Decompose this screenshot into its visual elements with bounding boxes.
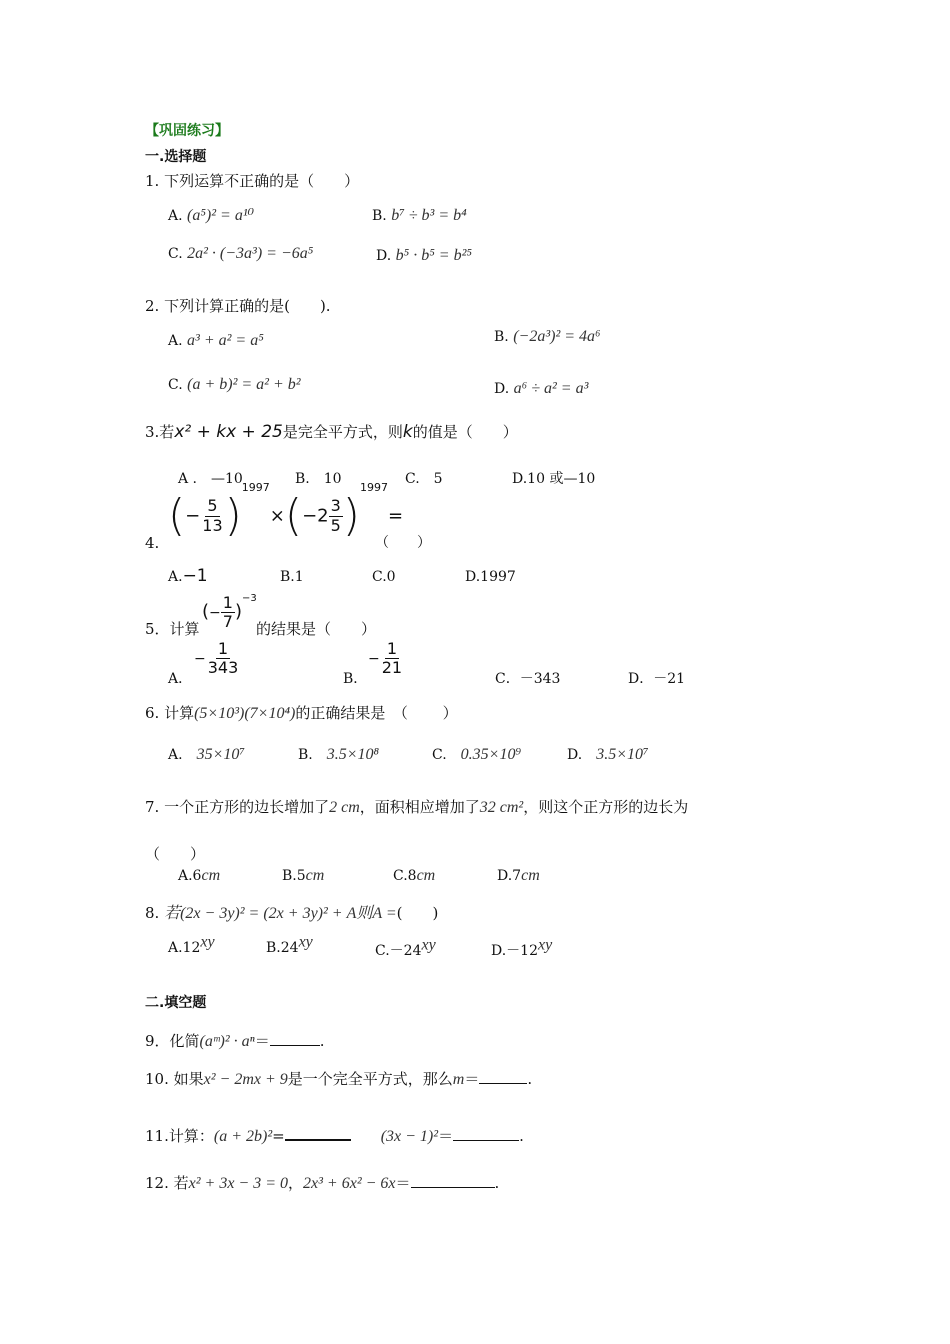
q1-option-c: C. 2a² · (−3a³) = −6a⁵ (168, 245, 314, 262)
question-9: 9．化简(aᵐ)² · aⁿ＝ . (145, 1032, 325, 1050)
question-8: 8. 若(2x − 3y)² = (2x + 3y)² + A则A =( ) (145, 904, 439, 922)
q9-blank[interactable] (270, 1045, 320, 1046)
q3-math: x² + kx + 25 (174, 422, 283, 442)
question-12: 12. 若x² + 3x − 3 = 0，2x³ + 6x² − 6x＝ . (145, 1174, 500, 1192)
q7-option-c: C.8cm (393, 867, 436, 884)
q7-option-b: B.5cm (282, 867, 325, 884)
q5-option-c: C．－343 (495, 671, 561, 687)
question-11: 11.计算：(a + 2b)²= (3x − 1)²＝ . (145, 1127, 524, 1145)
q6-option-c: C. 0.35×10⁹ (432, 746, 522, 763)
section-fill: 二.填空题 (145, 995, 207, 1011)
q8-option-a: $A.12^{xy}$ (168, 933, 215, 956)
page-title: 【巩固练习】 (145, 123, 229, 139)
q12-blank[interactable] (411, 1187, 495, 1188)
q3-option-b: B. 10 (295, 471, 342, 487)
q1-option-d-math: b⁵ · b⁵ = b²⁵ (395, 247, 472, 264)
question-10: 10. 如果x² − 2mx + 9是一个完全平方式，那么m＝ . (145, 1070, 533, 1088)
q1-number: 1. (145, 172, 160, 190)
q3-option-c: C. 5 (405, 471, 443, 487)
question-1 (145, 170, 359, 191)
q11-blank-2[interactable] (453, 1140, 519, 1141)
q5-option-b-label: B． (343, 671, 368, 687)
q4-expression: (− $\frac{5}{13}$ )$^{1997}$×(−2 $\frac{3}{5}$ )$^{1997}$= (168, 481, 404, 541)
q4-option-c: C.0 (372, 569, 396, 585)
q3-option-a: A . —10 (178, 471, 243, 487)
q3-var: k (402, 422, 413, 442)
q4-option-d: D.1997 (465, 569, 516, 585)
q8-option-c: $C.-24^{xy}$ (375, 936, 436, 959)
q4-option-a: A.−1 (168, 566, 208, 586)
q1-option-c-math: 2a² · (−3a³) = −6a⁵ (187, 245, 314, 262)
q1-option-b-math: b⁷ ÷ b³ = b⁴ (391, 207, 467, 224)
q1-option-d: D. b⁵ · b⁵ = b²⁵ (376, 247, 472, 264)
q6-option-d: D. 3.5×10⁷ (567, 746, 649, 763)
question-7: 7. 一个正方形的边长增加了2 cm，面积相应增加了32 cm²，则这个正方形的边长为 (145, 798, 689, 816)
question-5: 5．计算 (145, 620, 200, 638)
q7-option-d: D.7cm (497, 867, 540, 884)
q5-option-b: − $\frac{1}{21}$ (368, 639, 403, 678)
q1-text: 下列运算不正确的是（ ） (164, 172, 360, 190)
q2-option-d: D. a⁶ ÷ a² = a³ (494, 380, 589, 397)
q4-option-b: B.1 (280, 569, 304, 585)
q3-option-d: D.10 或—10 (512, 471, 596, 487)
q2-option-c: C. (a + b)² = a² + b² (168, 376, 301, 393)
q6-option-a: A. 35×10⁷ (168, 746, 245, 763)
q7-option-a: A.6cm (178, 867, 221, 884)
q1-option-a-math: (a⁵)² = a¹⁰ (187, 207, 255, 224)
q2-option-a: A. a³ + a² = a⁵ (168, 332, 264, 349)
q4-number: 4. (145, 534, 160, 552)
section-choice: 一.选择题 (145, 149, 207, 165)
question-2: 2. 下列计算正确的是( ). (145, 297, 331, 315)
q6-option-b: B. 3.5×10⁸ (298, 746, 380, 763)
q11-blank-1[interactable] (285, 1139, 351, 1141)
q5-suffix: 的结果是（ ） (256, 620, 377, 638)
q5-option-a-label: A． (168, 671, 193, 687)
q8-option-d: $D.-12^{xy}$ (491, 936, 553, 959)
q10-blank[interactable] (479, 1083, 527, 1084)
question-6: 6. 计算(5×10³)(7×10⁴)的正确结果是 （ ） (145, 704, 458, 722)
q5-option-d: D．－21 (628, 671, 686, 687)
q2-option-b: B. (−2a³)² = 4a⁶ (494, 328, 601, 345)
question-3: 3.若x² + kx + 25是完全平方式，则k的值是（ ） (145, 422, 518, 442)
q8-option-b: $B.24^{xy}$ (266, 933, 313, 956)
q1-option-b: B. b⁷ ÷ b³ = b⁴ (372, 207, 467, 224)
q4-paren: （ ） (375, 535, 431, 551)
q5-option-a: − $\frac{1}{343}$ (194, 639, 239, 678)
q7-paren: （ ） (145, 845, 206, 863)
q5-expression: (− $\frac{1}{7}$ )$^{-3}$ (202, 592, 257, 632)
q8-math: 若(2x − 3y)² = (2x + 3y)² + A则A = (164, 905, 397, 922)
q1-option-a: A. (a⁵)² = a¹⁰ (168, 207, 255, 224)
